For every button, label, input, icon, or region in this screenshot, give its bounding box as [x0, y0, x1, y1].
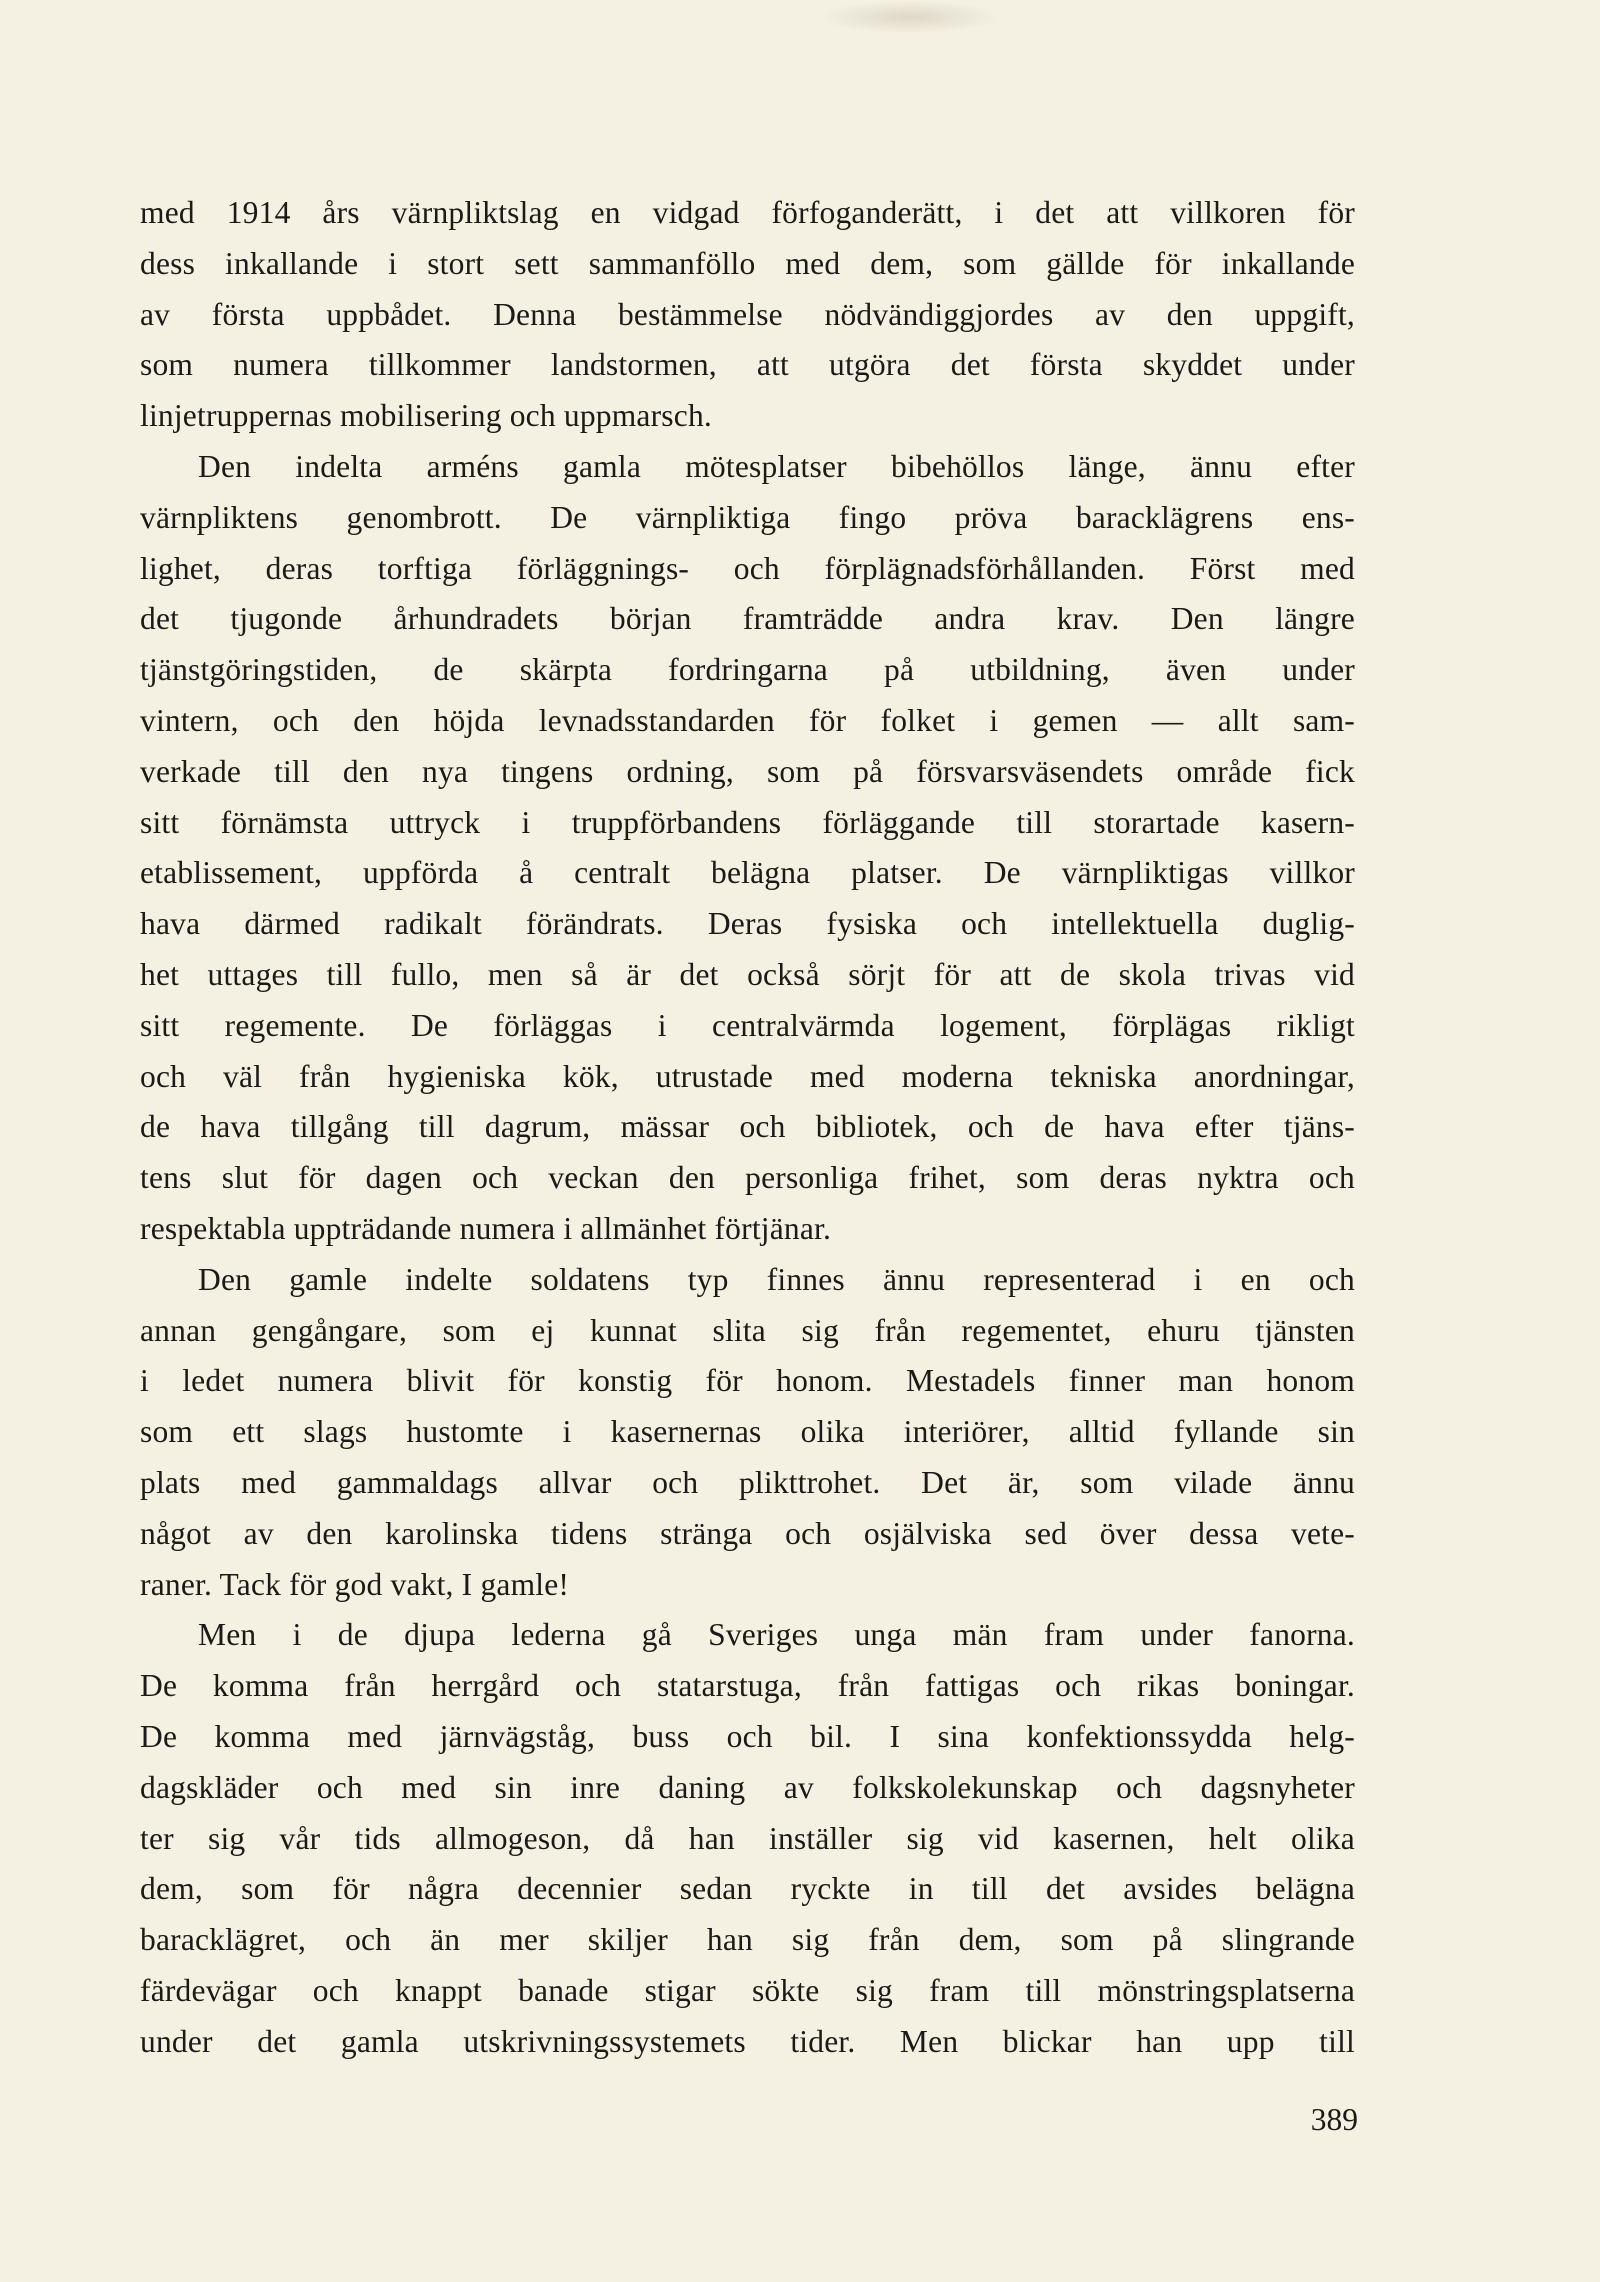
text-line: i ledet numera blivit för konstig för honom. Mestadels finner man honom: [140, 1363, 1355, 1399]
text-line: tjänstgöringstiden, de skärpta fordringarna på utbildning, även under: [140, 652, 1355, 688]
text-line: de hava tillgång till dagrum, mässar och bibliotek, och de hava efter tjäns-: [140, 1109, 1355, 1145]
text-line: dagskläder och med sin inre daning av folkskolekunskap och dagsnyheter: [140, 1769, 1355, 1805]
text-line: ter sig vår tids allmogeson, då han inställer sig vid kasernen, helt olika: [140, 1820, 1355, 1856]
text-line: av första uppbådet. Denna bestämmelse nödvändiggjordes av den uppgift,: [140, 296, 1355, 332]
text-line: sitt förnämsta uttryck i truppförbandens förläggande till storartade kasern-: [140, 804, 1355, 840]
text-line: plats med gammaldags allvar och plikttrohet. Det är, som vilade ännu: [140, 1464, 1355, 1500]
text-line: lighet, deras torftiga förläggnings- och förplägnadsförhållanden. Först med: [140, 550, 1355, 586]
text-line: Den gamle indelte soldatens typ finnes ännu representerad i en och: [198, 1261, 1355, 1297]
text-line: som ett slags hustomte i kasernernas olika interiörer, alltid fyllande sin: [140, 1414, 1355, 1450]
text-line: vintern, och den höjda levnadsstandarden för folket i gemen — allt sam-: [140, 702, 1355, 738]
text-line: som numera tillkommer landstormen, att utgöra det första skyddet under: [140, 347, 1355, 383]
text-line: het uttages till fullo, men så är det också sörjt för att de skola trivas vid: [140, 956, 1355, 992]
text-line: dem, som för några decennier sedan ryckte in till det avsides belägna: [140, 1871, 1355, 1907]
text-line: annan gengångare, som ej kunnat slita sig från regementet, ehuru tjänsten: [140, 1312, 1355, 1348]
text-line: under det gamla utskrivningssystemets tider. Men blickar han upp till: [140, 2023, 1355, 2059]
text-line: dess inkallande i stort sett sammanföllo med dem, som gällde för inkallande: [140, 245, 1355, 281]
text-line: verkade till den nya tingens ordning, som på försvarsväsendets område fick: [140, 753, 1355, 789]
text-line: och väl från hygieniska kök, utrustade med moderna tekniska anordningar,: [140, 1058, 1355, 1094]
text-line: värnpliktens genombrott. De värnpliktiga fingo pröva baracklägrens ens-: [140, 499, 1355, 535]
text-line: det tjugonde århundradets början framträdde andra krav. Den längre: [140, 601, 1355, 637]
text-line: tens slut för dagen och veckan den personliga frihet, som deras nyktra och: [140, 1160, 1355, 1196]
paper-smudge: [820, 0, 1000, 34]
text-line: med 1914 års värnpliktslag en vidgad förfoganderätt, i det att villkoren för: [140, 195, 1355, 230]
text-line: baracklägret, och än mer skiljer han sig från dem, som på slingrande: [140, 1922, 1355, 1958]
text-line: De komma med järnvägståg, buss och bil. I sina konfektionssydda helg-: [140, 1718, 1355, 1754]
text-line: Den indelta arméns gamla mötesplatser bibehöllos länge, ännu efter: [198, 448, 1355, 484]
text-line: De komma från herrgård och statarstuga, från fattigas och rikas boningar.: [140, 1668, 1355, 1704]
text-line: respektabla uppträdande numera i allmänhet förtjänar.: [140, 1210, 832, 1246]
text-line: hava därmed radikalt förändrats. Deras fysiska och intellektuella duglig-: [140, 906, 1355, 942]
text-line: etablissement, uppförda å centralt belägna platser. De värnpliktigas villkor: [140, 855, 1355, 891]
text-line: raner. Tack för god vakt, I gamle!: [140, 1566, 570, 1602]
text-line: linjetruppernas mobilisering och uppmarsch.: [140, 398, 712, 434]
text-line: Men i de djupa lederna gå Sveriges unga män fram under fanorna.: [198, 1617, 1355, 1653]
text-line: sitt regemente. De förläggas i centralvärmda logement, förplägas rikligt: [140, 1007, 1355, 1043]
text-line: något av den karolinska tidens stränga och osjälviska sed över dessa vete-: [140, 1515, 1355, 1551]
page-number: 389: [1310, 2102, 1358, 2137]
text-line: färdevägar och knappt banade stigar sökte sig fram till mönstringsplatserna: [140, 1972, 1355, 2008]
body-text: [140, 188, 1355, 2067]
